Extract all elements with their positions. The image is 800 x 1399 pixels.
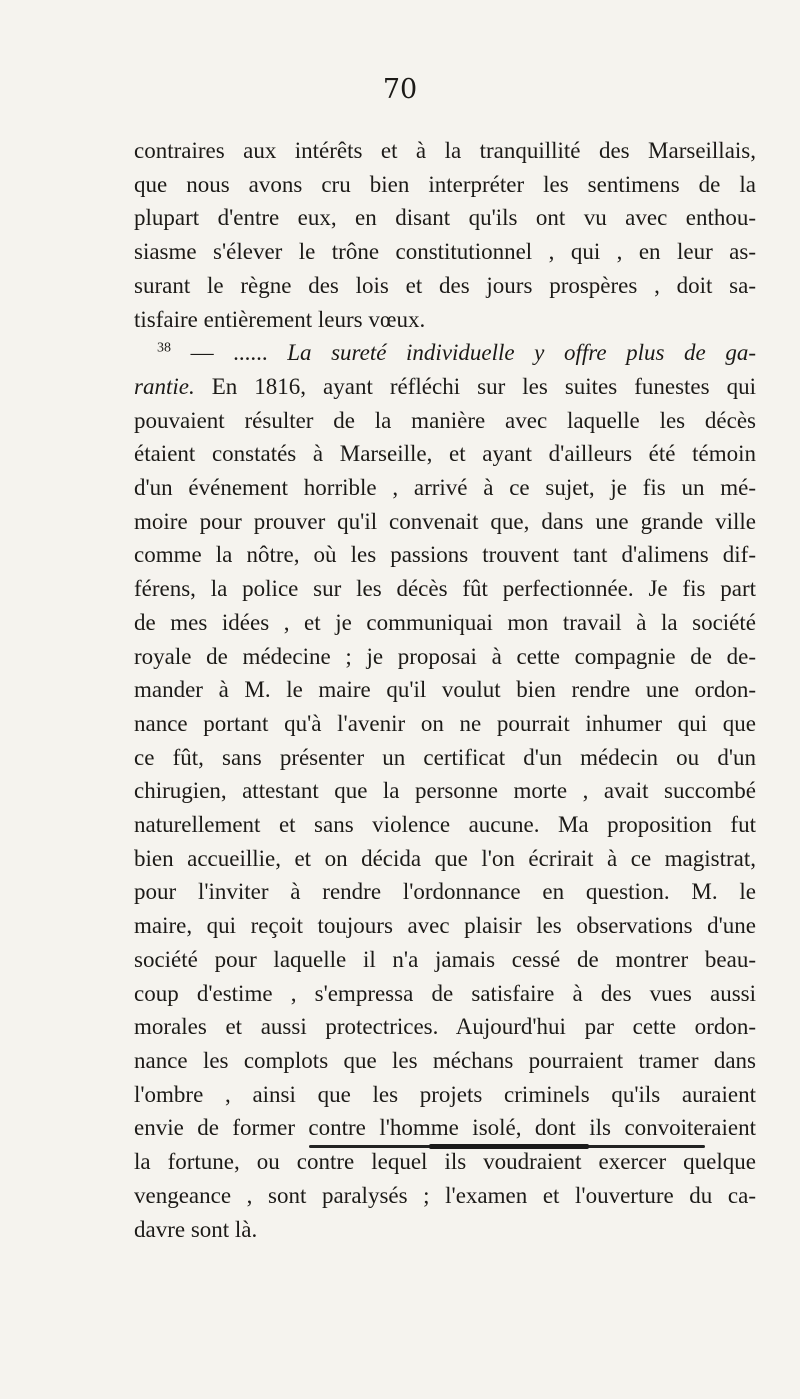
text-line: l'ombre , ainsi que les projets criminels qu'ils auraient <box>134 1081 756 1107</box>
text-line: bien accueillie, et on décida que l'on écrirait à ce magistrat, <box>134 845 756 871</box>
note-italic-tail: rantie. <box>134 373 195 399</box>
text-line: pouvaient résulter de la manière avec laquelle les décès <box>134 407 756 433</box>
text-line: de mes idées , et je communiquai mon travail à la société <box>134 609 756 635</box>
text-line: pour l'inviter à rendre l'ordonnance en question. M. le <box>134 879 756 905</box>
page-number: 70 <box>382 74 418 105</box>
text-line: ce fût, sans présenter un certificat d'un médecin ou d'un <box>134 744 756 770</box>
note-marker: 38 <box>157 340 171 356</box>
text-line: envie de former contre l'homme isolé, dont ils convoiteraient <box>134 1115 756 1141</box>
text-line: maire, qui reçoit toujours avec plaisir les observations d'une <box>134 913 756 939</box>
text-line: naturellement et sans violence aucune. Ma proposition fut <box>134 812 756 838</box>
text-line: coup d'estime , s'empressa de satisfaire à des vues aussi <box>134 980 756 1006</box>
note-dash: — ...... <box>190 340 268 366</box>
text-line: morales et aussi protectrices. Aujourd'hui par cette ordon- <box>134 1014 756 1040</box>
text-line: société pour laquelle il n'a jamais cessé de montrer beau- <box>134 946 756 972</box>
text-line: d'un événement horrible , arrivé à ce sujet, je fis un mé- <box>134 475 756 501</box>
text-line: surant le règne des lois et des jours prospères , doit sa- <box>134 272 756 298</box>
note-italic-heading: La sureté individuelle y offre plus de ga- <box>287 340 756 366</box>
note-second-line <box>134 370 756 404</box>
text-line: mander à M. le maire qu'il voulut bien rendre une ordon- <box>134 677 756 703</box>
text-line: nance les complots que les méchans pourraient tramer dans <box>134 1047 756 1073</box>
end-rule <box>309 1145 705 1148</box>
text-line: moire pour prouver qu'il convenait que, dans une grande ville <box>134 508 756 534</box>
page-body <box>134 134 756 1246</box>
text-line: comme la nôtre, où les passions trouvent tant d'alimens dif- <box>134 542 756 568</box>
text-line: plupart d'entre eux, en disant qu'ils ont vu avec enthou- <box>134 205 756 231</box>
text-line: que nous avons cru bien interpréter les sentimens de la <box>134 171 756 197</box>
text-line: contraires aux intérêts et à la tranquillité des Marseillais, <box>134 138 756 163</box>
note-heading-line <box>134 336 756 370</box>
text-line: siasme s'élever le trône constitutionnel , qui , en leur as- <box>134 239 756 265</box>
text-line: chirugien, attestant que la personne morte , avait succombé <box>134 778 756 804</box>
text-line: vengeance , sont paralysés ; l'examen et l'ouverture du ca- <box>134 1182 756 1208</box>
text-line: nance portant qu'à l'avenir on ne pourrait inhumer qui que <box>134 710 756 736</box>
text-line: royale de médecine ; je proposai à cette compagnie de de- <box>134 643 756 669</box>
text-line: étaient constatés à Marseille, et ayant d'ailleurs été témoin <box>134 441 756 467</box>
text-line: tisfaire entièrement leurs vœux. <box>134 306 426 332</box>
text-line: la fortune, ou contre lequel ils voudraient exercer quelque <box>134 1149 756 1175</box>
text-line: davre sont là. <box>134 1216 258 1242</box>
note-line2-rest: En 1816, ayant réfléchi sur les suites funestes qui <box>194 373 756 399</box>
text-line: férens, la police sur les décès fût perfectionnée. Je fis part <box>134 576 756 602</box>
